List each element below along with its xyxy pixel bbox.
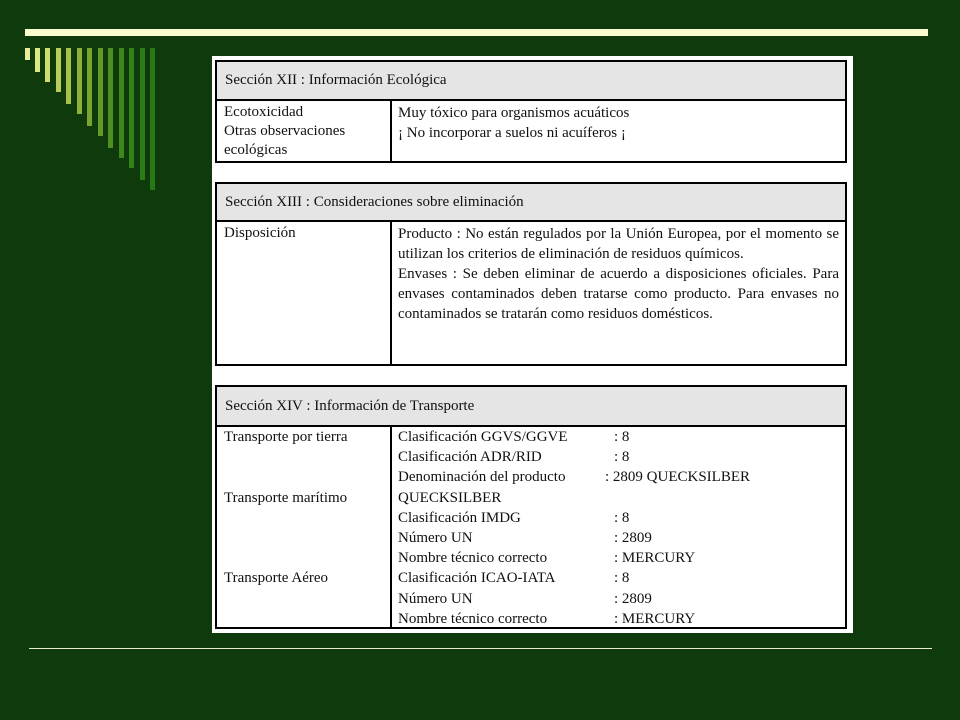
section-13-values bbox=[392, 222, 845, 364]
row-value: : 2809 QUECKSILBER bbox=[605, 469, 751, 486]
section-13-label: Disposición bbox=[217, 222, 392, 364]
label-transporte-maritimo: Transporte marítimo bbox=[224, 489, 348, 506]
section-12-values bbox=[392, 101, 845, 161]
stripe bbox=[108, 48, 113, 148]
stripe bbox=[56, 48, 61, 92]
row-denominacion bbox=[398, 467, 839, 487]
row-value: : MERCURY bbox=[614, 550, 696, 567]
producto-text: Producto : No están regulados por la Unión Europea, por el momento se utilizan los criterios de eliminación de residuos químicos. bbox=[398, 226, 839, 262]
row-value: : 2809 bbox=[614, 590, 652, 607]
row-label: Número UN bbox=[398, 529, 473, 546]
row-value: : 8 bbox=[614, 429, 630, 445]
section-14-title: Sección XIV : Información de Transporte bbox=[217, 387, 845, 427]
row-value: : 8 bbox=[614, 509, 630, 526]
label-transporte-tierra: Transporte por tierra bbox=[224, 429, 348, 445]
row-value: : 2809 bbox=[614, 529, 652, 546]
row-value: : 8 bbox=[614, 570, 630, 587]
row-nombre-tecnico-aereo bbox=[398, 609, 839, 629]
section-14-labels bbox=[217, 427, 392, 627]
stripe bbox=[98, 48, 103, 136]
row-imdg bbox=[398, 508, 839, 528]
stripe bbox=[150, 48, 155, 190]
stripe bbox=[140, 48, 145, 180]
row-numero-un-aereo bbox=[398, 589, 839, 609]
row-value: : MERCURY bbox=[614, 610, 696, 627]
bottom-rule bbox=[29, 648, 932, 649]
stripe bbox=[129, 48, 134, 168]
row-label: Número UN bbox=[398, 590, 473, 607]
section-13 bbox=[215, 182, 847, 366]
value-ecotoxicidad: Muy tóxico para organismos acuáticos bbox=[398, 105, 630, 121]
row-label: Nombre técnico correcto bbox=[398, 550, 548, 567]
row-icao bbox=[398, 568, 839, 588]
stripe bbox=[35, 48, 40, 72]
stripe bbox=[45, 48, 50, 82]
row-label: Clasificación ADR/RID bbox=[398, 449, 542, 466]
decorative-stripes bbox=[0, 0, 200, 200]
section-12-labels bbox=[217, 101, 392, 161]
section-12 bbox=[215, 60, 847, 163]
stripe bbox=[66, 48, 71, 104]
row-label: QUECKSILBER bbox=[398, 489, 502, 506]
stripe bbox=[87, 48, 92, 126]
label-ecotoxicidad: Ecotoxicidad bbox=[224, 104, 304, 120]
stripe bbox=[77, 48, 82, 114]
section-14-values bbox=[392, 427, 845, 627]
section-12-title: Sección XII : Información Ecológica bbox=[217, 62, 845, 101]
row-quecksilber bbox=[398, 488, 839, 508]
section-14 bbox=[215, 385, 847, 629]
row-numero-un bbox=[398, 528, 839, 548]
row-ggvs bbox=[398, 427, 839, 447]
row-label: Nombre técnico correcto bbox=[398, 610, 548, 627]
value-observaciones: ¡ No incorporar a suelos ni acuíferos ¡ bbox=[398, 125, 626, 141]
row-value: : 8 bbox=[614, 449, 630, 466]
section-13-title: Sección XIII : Consideraciones sobre eliminación bbox=[217, 184, 845, 222]
row-label: Clasificación ICAO-IATA bbox=[398, 570, 556, 587]
stripe bbox=[25, 48, 30, 60]
row-nombre-tecnico bbox=[398, 548, 839, 568]
label-ecologicas: ecológicas bbox=[224, 142, 288, 158]
envases-text: Envases : Se deben eliminar de acuerdo a disposiciones oficiales. Para envases contaminados deben tratarse como producto. Para envases no contaminados se tratarán como residuos domésticos. bbox=[398, 266, 839, 322]
label-otras-observaciones: Otras observaciones bbox=[224, 123, 346, 139]
row-label: Clasificación GGVS/GGVE bbox=[398, 429, 568, 445]
label-transporte-aereo: Transporte Aéreo bbox=[224, 570, 329, 587]
safety-data-sheet-image bbox=[212, 56, 853, 633]
stripe bbox=[119, 48, 124, 158]
row-label: Clasificación IMDG bbox=[398, 509, 521, 526]
row-label: Denominación del producto bbox=[398, 469, 566, 486]
row-adr bbox=[398, 447, 839, 467]
